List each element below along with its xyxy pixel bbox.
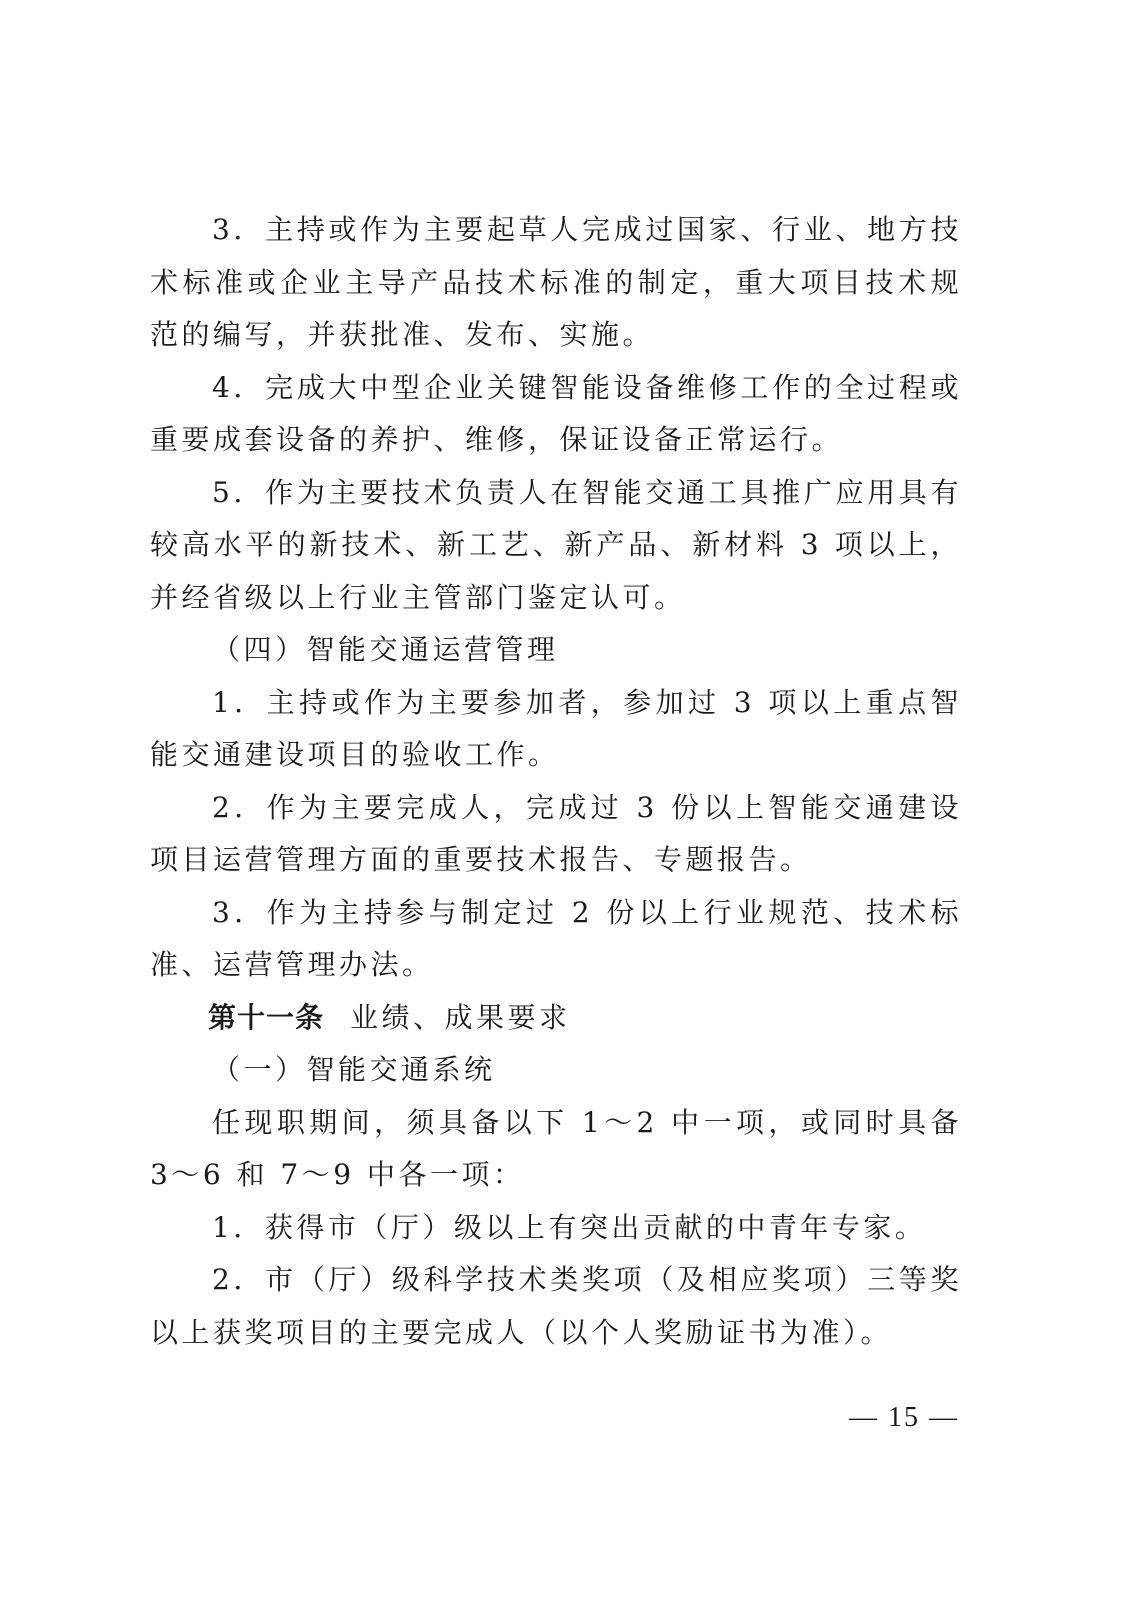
paragraph-its-item-1: 1．获得市（厅）级以上有突出贡献的中青年专家。 — [212, 1210, 927, 1244]
page-number: — 15 — — [849, 1402, 959, 1433]
paragraph-item-5-new-technology: 5．作为主要技术负责人在智能交通工具推广应用具有较高水平的新技术、新工艺、新产品、新材料 3 项以上，并经省级以上行业主管部门鉴定认可。 — [150, 475, 962, 614]
article-number: 第十一条 — [208, 1000, 325, 1034]
paragraph-requirement-intro: 任现职期间，须具备以下 1～2 中一项，或同时具备 3～6 和 7～9 中各一项： — [150, 1105, 962, 1191]
paragraph-ops-item-3: 3．作为主持参与制定过 2 份以上行业规范、技术标准、运营管理办法。 — [150, 895, 962, 981]
paragraph-its-item-2: 2．市（厅）级科学技术类奖项（及相应奖项）三等奖以上获奖项目的主要完成人（以个人奖励证书为准）。 — [150, 1263, 962, 1349]
paragraph-item-4-maintenance: 4．完成大中型企业关键智能设备维修工作的全过程或重要成套设备的养护、维修，保证设备正常运行。 — [150, 370, 962, 456]
article-heading — [150, 992, 962, 1045]
page-body — [150, 204, 962, 1359]
paragraph-item-3-standards: 3．主持或作为主要起草人完成过国家、行业、地方技术标准或企业主导产品技术标准的制定，重大项目技术规范的编写，并获批准、发布、实施。 — [150, 213, 962, 351]
article-subject: 业绩、成果要求 — [350, 1000, 571, 1034]
paragraph-ops-item-2: 2．作为主要完成人，完成过 3 份以上智能交通建设项目运营管理方面的重要技术报告、专题报告。 — [150, 790, 962, 876]
section-heading-operations: （四）智能交通运营管理 — [212, 633, 559, 666]
section-heading-its: （一）智能交通系统 — [212, 1053, 496, 1086]
paragraph-ops-item-1: 1．主持或作为主要参加者，参加过 3 项以上重点智能交通建设项目的验收工作。 — [150, 685, 962, 771]
